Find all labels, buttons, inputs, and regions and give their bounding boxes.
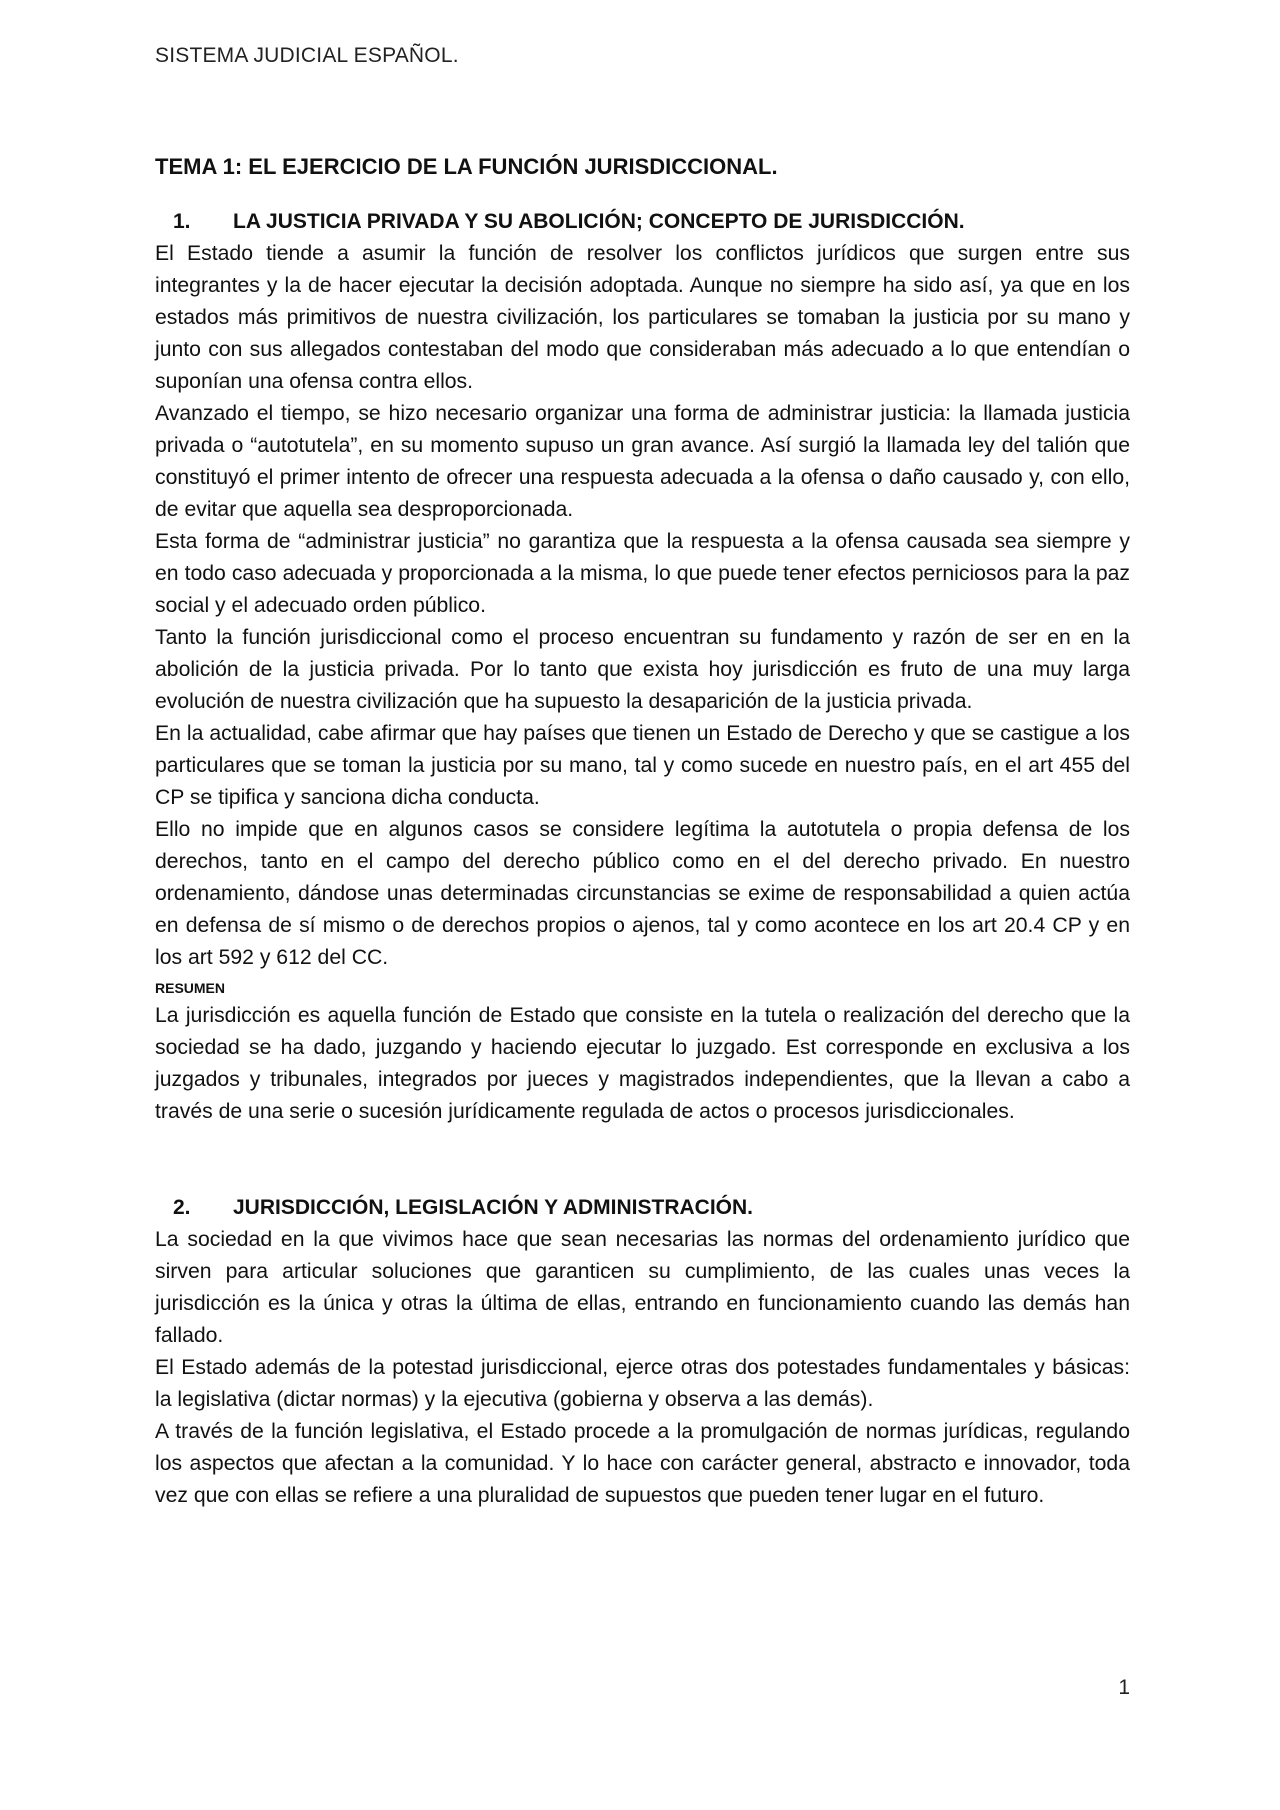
- section-1-heading: [155, 206, 1130, 238]
- paragraph: El Estado además de la potestad jurisdiccional, ejerce otras dos potestades fundamentales y básicas: la legislativa (dictar normas) y la ejecutiva (gobierna y observa a las demás).: [155, 1356, 1130, 1411]
- resumen-paragraph: La jurisdicción es aquella función de Estado que consiste en la tutela o realización del derecho que la sociedad se ha dado, juzgando y haciendo ejecutar lo juzgado. Est corresponde en exclusiva a los juzgados y tribunales, integrados por jueces y magistrados independientes, que la llevan a cabo a través de una serie o sucesión jurídicamente regulada de actos o procesos jurisdiccionales.: [155, 1004, 1130, 1123]
- section-1-title: LA JUSTICIA PRIVADA Y SU ABOLICIÓN; CONCEPTO DE JURISDICCIÓN.: [233, 210, 965, 233]
- tema-title: TEMA 1: EL EJERCICIO DE LA FUNCIÓN JURISDICCIONAL.: [155, 154, 778, 179]
- page-header: SISTEMA JUDICIAL ESPAÑOL.: [155, 44, 459, 67]
- paragraph: Ello no impide que en algunos casos se considere legítima la autotutela o propia defensa de los derechos, tanto en el campo del derecho público como en el del derecho privado. En nuestro ordenamiento, dándose unas determinadas circunstancias se exime de responsabilidad a quien actúa en defensa de sí mismo o de derechos propios o ajenos, tal y como acontece en los art 20.4 CP y en los art 592 y 612 del CC.: [155, 818, 1130, 969]
- paragraph: La sociedad en la que vivimos hace que sean necesarias las normas del ordenamiento jurídico que sirven para articular soluciones que garanticen su cumplimiento, de las cuales unas veces la jurisdicción es la única y otras la última de ellas, entrando en funcionamiento cuando las demás han fallado.: [155, 1228, 1130, 1347]
- section-1-number: 1.: [173, 210, 191, 233]
- paragraph: El Estado tiende a asumir la función de resolver los conflictos jurídicos que surgen entre sus integrantes y la de hacer ejecutar la decisión adoptada. Aunque no siempre ha sido así, ya que en los estados más primitivos de nuestra civilización, los particulares se tomaban la justicia por su mano y junto con sus allegados contestaban del modo que consideraban más adecuado a lo que entendían o suponían una ofensa contra ellos.: [155, 242, 1130, 393]
- resumen-label: RESUMEN: [155, 980, 226, 996]
- paragraph: En la actualidad, cabe afirmar que hay países que tienen un Estado de Derecho y que se castigue a los particulares que se toman la justicia por su mano, tal y como sucede en nuestro país, en el art 455 del CP se tipifica y sanciona dicha conducta.: [155, 722, 1130, 809]
- page-content: [155, 154, 1130, 1512]
- paragraph: Esta forma de “administrar justicia” no garantiza que la respuesta a la ofensa causada sea siempre y en todo caso adecuada y proporcionada a la misma, lo que puede tener efectos perniciosos para la paz social y el adecuado orden público.: [155, 530, 1130, 617]
- paragraph: Tanto la función jurisdiccional como el proceso encuentran su fundamento y razón de ser en en la abolición de la justicia privada. Por lo tanto que exista hoy jurisdicción es fruto de una muy larga evolución de nuestra civilización que ha supuesto la desaparición de la justicia privada.: [155, 626, 1130, 713]
- section-gap: [155, 1128, 1130, 1192]
- section-2-title: JURISDICCIÓN, LEGISLACIÓN Y ADMINISTRACIÓN.: [233, 1196, 753, 1219]
- paragraph: A través de la función legislativa, el Estado procede a la promulgación de normas jurídicas, regulando los aspectos que afectan a la comunidad. Y lo hace con carácter general, abstracto e innovador, toda vez que con ellas se refiere a una pluralidad de supuestos que pueden tener lugar en el futuro.: [155, 1420, 1130, 1507]
- paragraph: Avanzado el tiempo, se hizo necesario organizar una forma de administrar justicia: la llamada justicia privada o “autotutela”, en su momento supuso un gran avance. Así surgió la llamada ley del talión que constituyó el primer intento de ofrecer una respuesta adecuada a la ofensa o daño causado y, con ello, de evitar que aquella sea desproporcionada.: [155, 402, 1130, 521]
- page-number: 1: [1118, 1676, 1130, 1699]
- section-2-number: 2.: [173, 1196, 191, 1219]
- section-2-heading: [155, 1192, 1130, 1224]
